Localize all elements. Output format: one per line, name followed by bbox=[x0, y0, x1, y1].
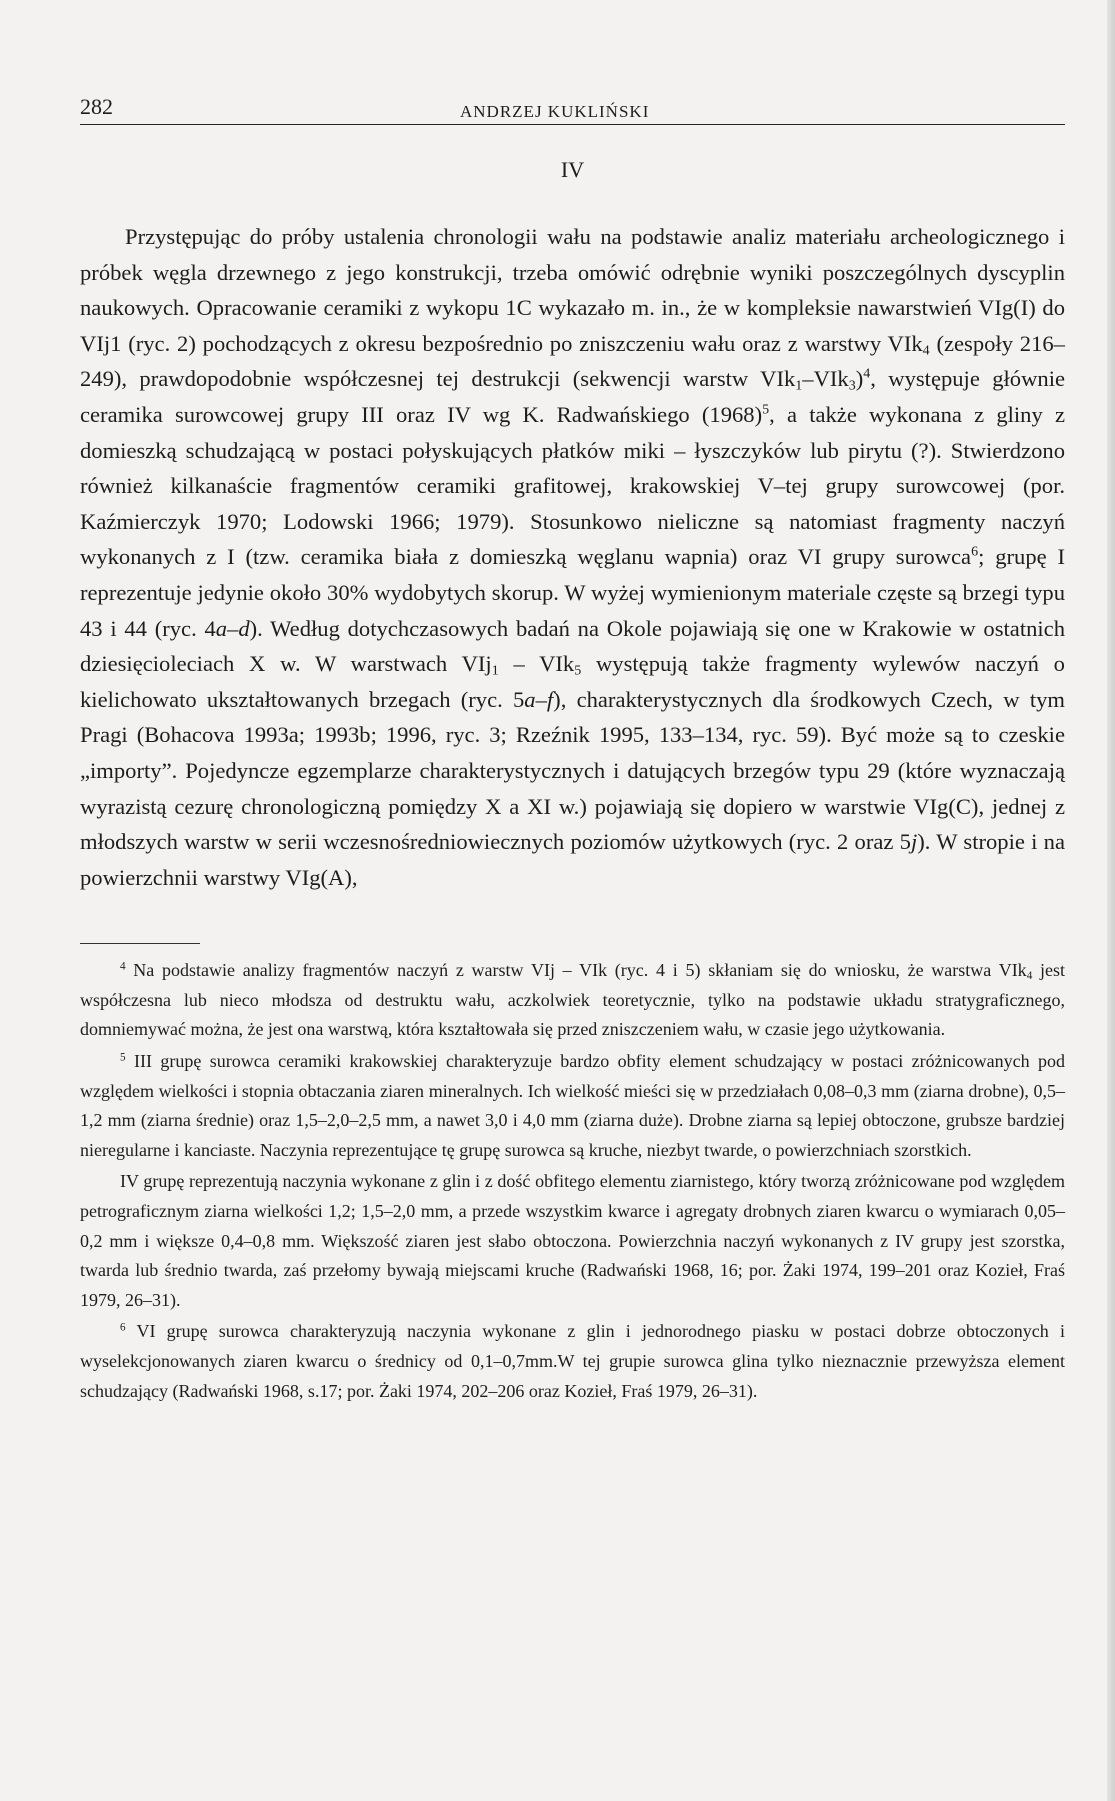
main-text bbox=[80, 219, 1065, 895]
footnote-ref-6[interactable]: 6 bbox=[971, 544, 979, 560]
footnote-4: $^4$ Na podstawie analizy fragmentów naczyń z warstw VIj – VIk (ryc. 4 i 5) skłaniam się do wniosku, że warstwa VIk$_4$ jest współczesna lub nieco młodsza od destruktu wału, aczkolwiek teoretycznie, tylko na podstawie układu stratygraficznego, domniemywać można, że jest ona warstwą, która kształtowała się przed zniszczeniem wału, w czasie jego użytkowania. bbox=[80, 960, 1065, 1040]
footnote-separator bbox=[80, 943, 200, 944]
running-head: ANDRZEJ KUKLIŃSKI bbox=[460, 102, 650, 121]
footnote-ref-5[interactable]: 5 bbox=[762, 402, 770, 418]
document-page bbox=[80, 88, 1065, 1408]
footnote-5-continued: IV grupę reprezentują naczynia wykonane z glin i z dość obfitego elementu ziarnistego, który tworzą zróżnicowane pod względem petrograficznym ziarna wielkości 1,2; 1,5–2,0 mm, a przede wszystkim kwarce i agregaty drobnych ziaren kwarcu o wymiarach 0,05–0,2 mm i większe 0,4–0,8 mm. Większość ziaren jest słabo obtoczona. Powierzchnia naczyń wykonanych z IV grupy jest szorstka, twarda lub średnio twarda, zaś przełomy bywają miejscami kruche (Radwański 1968, 16; por. Żaki 1974, 199–201 oraz Kozieł, Fraś 1979, 26–31). bbox=[80, 1171, 1065, 1310]
footnote-5: $^5$ III grupę surowca ceramiki krakowskiej charakteryzuje bardzo obfity element schudzający w postaci zróżnicowanych pod względem wielkości i stopnia obtaczania ziaren mineralnych. Ich wielkość mieści się w przedziałach 0,08–0,3 mm (ziarna drobne), 0,5–1,2 mm (ziarna średnie) oraz 1,5–2,0–2,5 mm, a nawet 3,0 i 4,0 mm (ziarna duże). Drobne ziarna są lepiej obtoczone, grubsze bardziej nieregularne i kanciaste. Naczynia reprezentujące tę grupę surowca są kruche, niezbyt twarde, o powierzchniach szorstkich. bbox=[80, 1051, 1065, 1160]
body-paragraph: Przystępując do próby ustalenia chronologii wału na podstawie analiz materiału archeologicznego i próbek węgla drzewnego z jego konstrukcji, trzeba omówić odrębnie wyniki poszczególnych dyscyplin naukowych. Opracowanie ceramiki z wykopu 1C wykazało m. in., że w kompleksie nawarstwień VIg(I) do VIj1 (ryc. 2) pochodzących z okresu bezpośrednio po zniszczeniu wału oraz z warstwy VIk$_4$ (zespoły 216–249), prawdopodobnie współczesnej tej destrukcji (sekwencji warstw VIk$_1$–VIk$_3$)$^4$, występuje głównie ceramika surowcowej grupy III oraz IV wg K. Radwańskiego $(1968)^5$, a także wykonana z gliny z domieszką schudzającą w postaci połyskujących płatków miki – łyszczyków lub pirytu (?). Stwierdzono również kilkanaście fragmentów ceramiki grafitowej, krakowskiej V–tej grupy surowcowej (por. Kaźmierczyk 1970; Lodowski 1966; 1979). Stosunkowo nieliczne są natomiast fragmenty naczyń wykonanych z I (tzw. ceramika biała z domieszką węglanu wapnia) oraz VI grupy surowca$^6$; grupę I reprezentuje jedynie około 30% wydobytych skorup. W wyżej wymienionym materiale częste są brzegi typu 43 i 44 (ryc. 4a–d). Według dotychczasowych badań na Okole pojawiają się one w Krakowie w ostatnich dziesięcioleciach X w. W warstwach VIj$_1$ – VIk$_5$ występują także fragmenty wylewów naczyń o kielichowato ukształtowanych brzegach (ryc. 5a–f), charakterystycznych dla środkowych Czech, w tym Pragi (Bohacova 1993a; 1993b; 1996, ryc. 3; Rzeźnik 1995, 133–134, ryc. 59). Być może są to czeskie „importy”. Pojedyncze egzemplarze charakterystycznych i datujących brzegów typu 29 (które wyznaczają wyrazistą cezurę chronologiczną pomiędzy X a XI w.) pojawiają się dopiero w warstwie VIg(C), jednej z młodszych warstw w serii wczesnośredniowiecznych poziomów użytkowych (ryc. 2 oraz 5j). W stropie i na powierzchnii warstwy VIg(A), bbox=[80, 224, 1065, 890]
footnote-ref-4[interactable]: 4 bbox=[863, 366, 871, 382]
footnotes bbox=[80, 956, 1065, 1406]
footnote-6: $^6$ VI grupę surowca charakteryzują naczynia wykonane z glin i jednorodnego piasku w postaci dobrze obtoczonych i wyselekcjonowanych ziaren kwarcu o średnicy od 0,1–0,7mm.W tej grupie surowca glina tylko nieznacznie przewyższa element schudzający (Radwański 1968, s.17; por. Żaki 1974, 202–206 oraz Kozieł, Fraś 1979, 26–31). bbox=[80, 1321, 1065, 1401]
page-edge-shadow bbox=[1107, 0, 1115, 1801]
section-title: IV bbox=[560, 157, 585, 182]
page-number: 282 bbox=[80, 94, 113, 119]
page-header bbox=[80, 88, 1065, 125]
